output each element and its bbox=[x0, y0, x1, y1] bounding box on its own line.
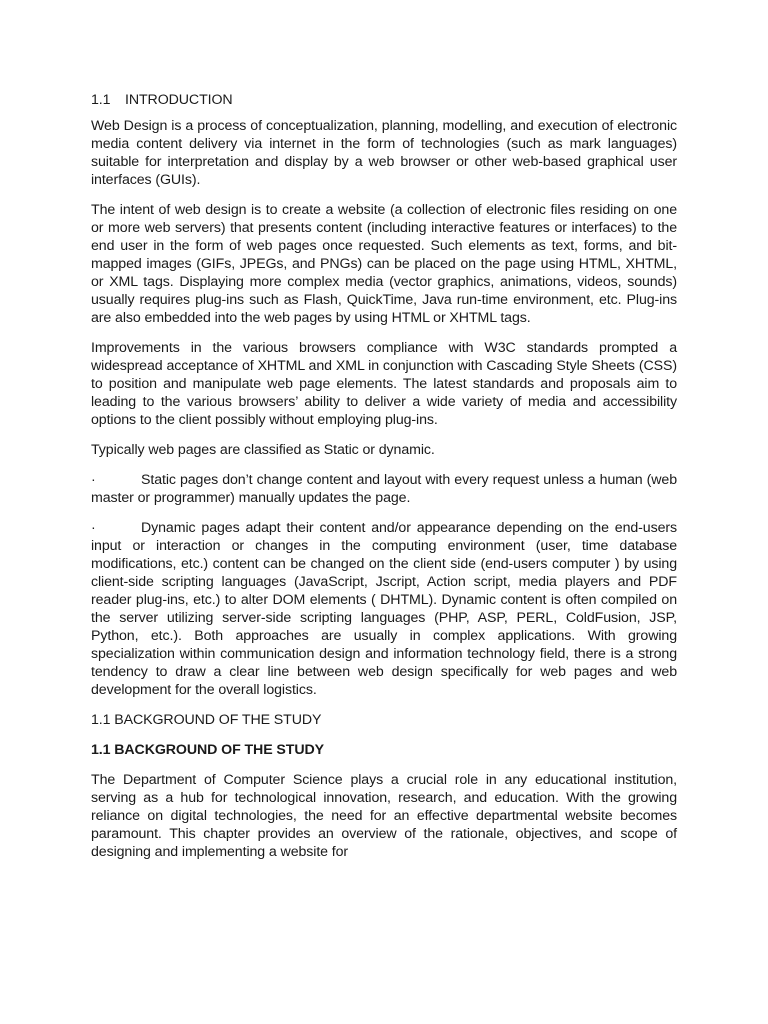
bullet-static-pages bbox=[91, 471, 677, 507]
document-page bbox=[91, 91, 677, 873]
bullet-marker: · bbox=[91, 472, 96, 488]
background-heading-plain: 1.1 BACKGROUND OF THE STUDY bbox=[91, 712, 322, 728]
section-title: INTRODUCTION bbox=[125, 92, 233, 108]
bullet-dynamic-pages bbox=[91, 519, 677, 699]
bullet-text: Static pages don’t change content and layout with every request unless a human (web master or programmer) manually updates the page. bbox=[91, 472, 677, 506]
paragraph-web-design-definition: Web Design is a process of conceptualization, planning, modelling, and execution of electronic media content delivery via internet in the form of technologies (such as mark languages) suitable for interpretation and display by a web browser or other web-based graphical user interfaces (GUIs). bbox=[91, 118, 677, 188]
section-heading-introduction bbox=[91, 91, 677, 109]
paragraph-background-of-study: The Department of Computer Science plays a crucial role in any educational institution, serving as a hub for technological innovation, research, and education. With the growing reliance on digital technologies, the need for an effective departmental website becomes paramount. This chapter provides an overview of the rationale, objectives, and scope of designing and implementing a website for bbox=[91, 772, 677, 860]
paragraph-browser-standards: Improvements in the various browsers compliance with W3C standards prompted a widespread acceptance of XHTML and XML in conjunction with Cascading Style Sheets (CSS) to position and manipulate web page elements. The latest standards and proposals aim to leading to the various browsers’ ability to deliver a wide variety of media and accessibility options to the client possibly without employing plug-ins. bbox=[91, 340, 677, 428]
paragraph-intent-of-web-design: The intent of web design is to create a website (a collection of electronic files residing on one or more web servers) that presents content (including interactive features or interfaces) to the end user in the form of web pages once requested. Such elements as text, forms, and bit-mapped images (GIFs, JPEGs, and PNGs) can be placed on the page using HTML, XHTML, or XML tags. Displaying more complex media (vector graphics, animations, videos, sounds) usually requires plug-ins such as Flash, QuickTime, Java run-time environment, etc. Plug-ins are also embedded into the web pages by using HTML or XHTML tags. bbox=[91, 202, 677, 326]
section-number: 1.1 bbox=[91, 92, 111, 108]
background-heading-bold: 1.1 BACKGROUND OF THE STUDY bbox=[91, 742, 324, 758]
bullet-marker: · bbox=[91, 520, 96, 536]
bullet-text: Dynamic pages adapt their content and/or appearance depending on the end-users input or interaction or changes in the computing environment (user, time database modifications, etc.) content can be changed on the client side (end-users computer ) by using client-side scripting languages (JavaScript, Jscript, Action script, media players and PDF reader plug-ins, etc.) to alter DOM elements ( DHTML). Dynamic content is often compiled on the server utilizing server-side scripting languages (PHP, ASP, PERL, ColdFusion, JSP, Python, etc.). Both approaches are usually in complex applications. With growing specialization within communication design and information technology field, there is a strong tendency to draw a clear line between web design specifically for web pages and web development for the overall logistics. bbox=[91, 520, 677, 698]
paragraph-page-classification: Typically web pages are classified as Static or dynamic. bbox=[91, 442, 435, 458]
